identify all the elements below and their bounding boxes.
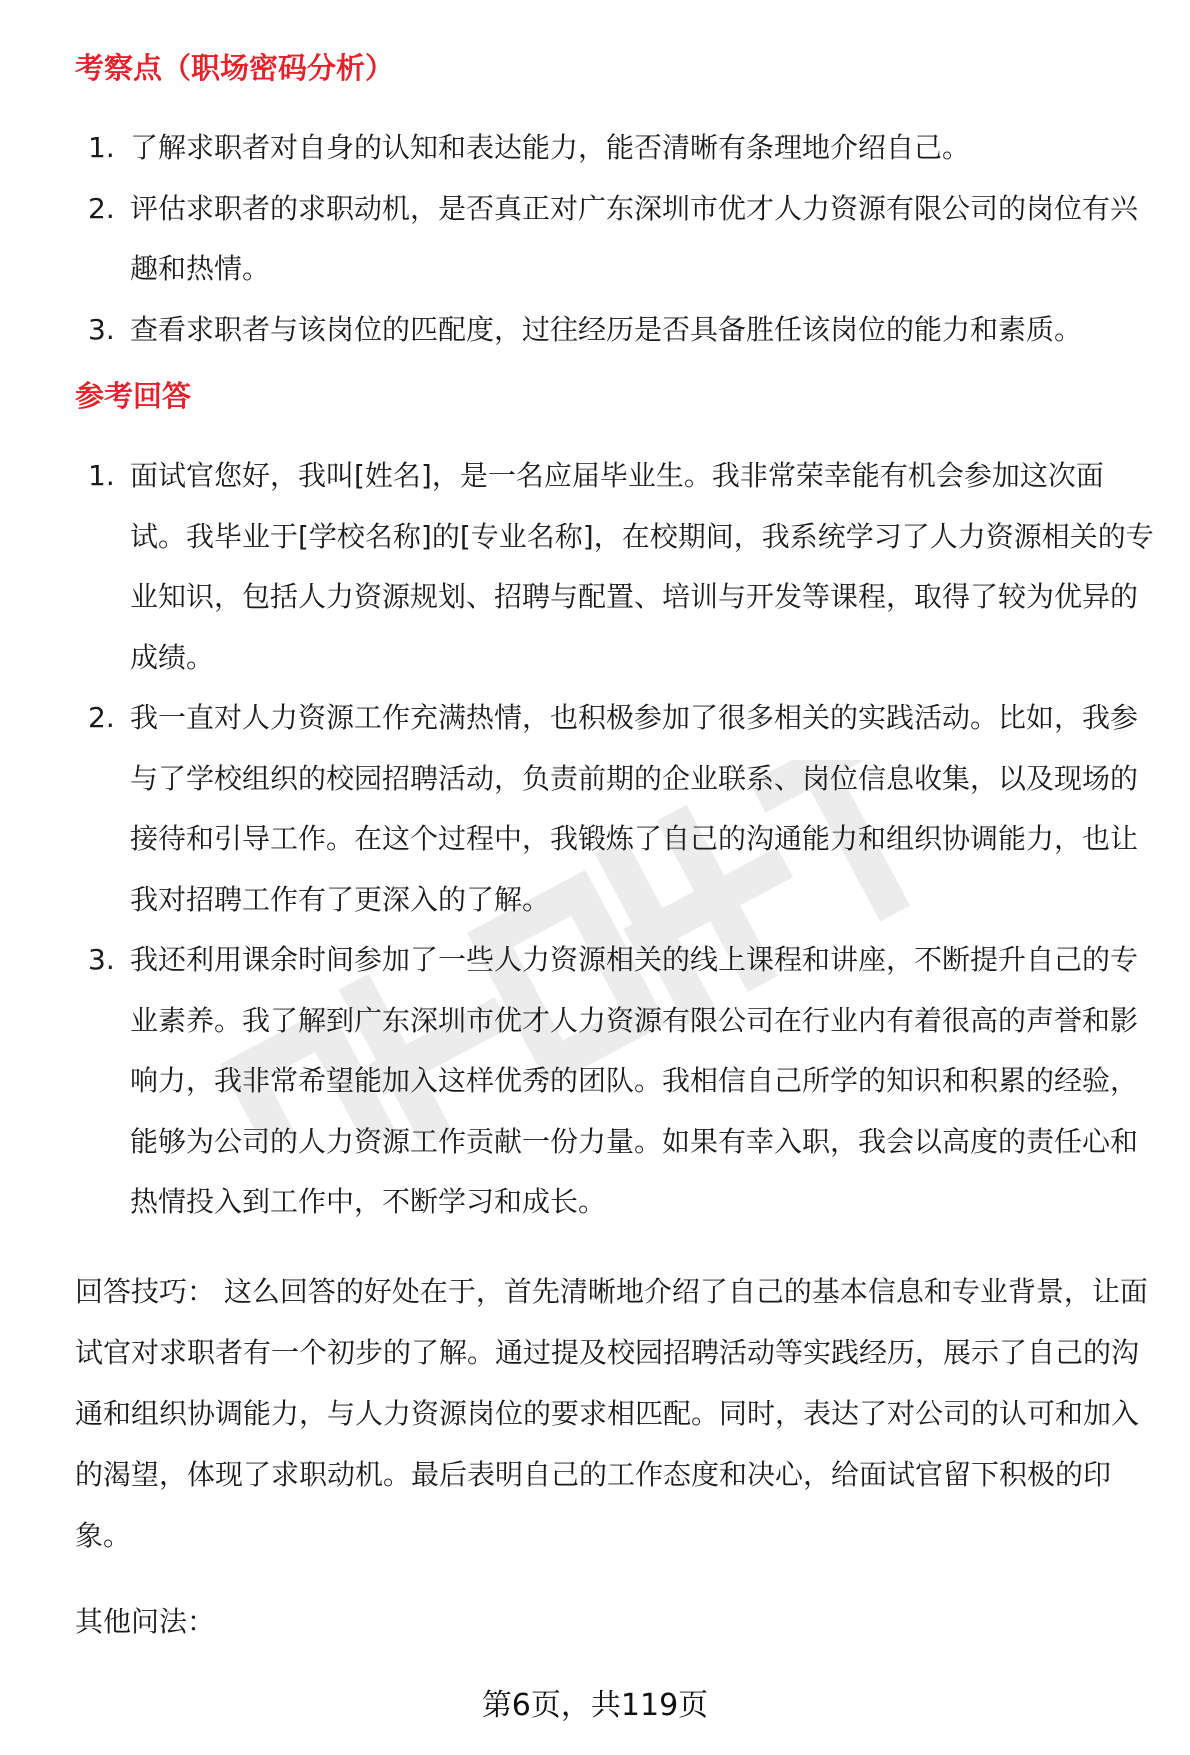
focus-points-list <box>75 118 1155 360</box>
focus-point-item <box>75 179 1155 300</box>
answer-item <box>75 930 1155 1233</box>
answer-text: 我还利用课余时间参加了一些人力资源相关的线上课程和讲座，不断提升自己的专业素养。我了解到广东深圳市优才人力资源有限公司在行业内有着很高的声誉和影响力，我非常希望能加入这样优秀的团队。我相信自己所学的知识和积累的经验，能够为公司的人力资源工作贡献一份力量。如果有幸入职，我会以高度的责任心和热情投入到工作中，不断学习和成长。 <box>130 943 1139 1218</box>
answer-heading: 参考回答 <box>75 379 192 413</box>
focus-point-text: 了解求职者对自身的认知和表达能力，能否清晰有条理地介绍自己。 <box>130 131 971 164</box>
list-number: 3. <box>88 312 115 346</box>
list-number: 2. <box>88 701 115 734</box>
list-number: 2. <box>88 191 115 225</box>
list-number: 3. <box>88 943 115 976</box>
focus-point-text: 评估求职者的求职动机，是否真正对广东深圳市优才人力资源有限公司的岗位有兴趣和热情。 <box>130 191 1139 285</box>
focus-point-item <box>75 300 1155 361</box>
list-number: 1. <box>88 131 115 164</box>
answer-text: 面试官您好，我叫[姓名]，是一名应届毕业生。我非常荣幸能有机会参加这次面试。我毕业于[学校名称]的[专业名称]，在校期间，我系统学习了人力资源相关的专业知识，包括人力资源规划、招聘与配置、培训与开发等课程，取得了较为优异的成绩。 <box>130 459 1154 674</box>
answer-text: 我一直对人力资源工作充满热情，也积极参加了很多相关的实践活动。比如，我参与了学校组织的校园招聘活动，负责前期的企业联系、岗位信息收集，以及现场的接待和引导工作。在这个过程中，我锻炼了自己的沟通能力和组织协调能力，也让我对招聘工作有了更深入的了解。 <box>130 701 1139 916</box>
focus-point-text: 查看求职者与该岗位的匹配度，过往经历是否具备胜任该岗位的能力和素质。 <box>130 312 1083 346</box>
answer-item <box>75 688 1155 930</box>
answer-item <box>75 446 1155 688</box>
document-page <box>75 48 1155 1652</box>
focus-point-item <box>75 118 1155 179</box>
answers-list <box>75 446 1155 1233</box>
focus-heading: 考察点（职场密码分析） <box>75 51 395 85</box>
page-number-footer: 第6页，共119页 <box>481 1688 709 1723</box>
list-number: 1. <box>88 459 115 492</box>
other-questions-label: 其他问法： <box>75 1604 216 1638</box>
answer-tips-paragraph: 回答技巧： 这么回答的好处在于，首先清晰地介绍了自己的基本信息和专业背景，让面试官对求职者有一个初步的了解。通过提及校园招聘活动等实践经历，展示了自己的沟通和组织协调能力，与人力资源岗位的要求相匹配。同时，表达了对公司的认可和加入的渴望，体现了求职动机。最后表明自己的工作态度和决心，给面试官留下积极的印象。 <box>75 1274 1148 1552</box>
